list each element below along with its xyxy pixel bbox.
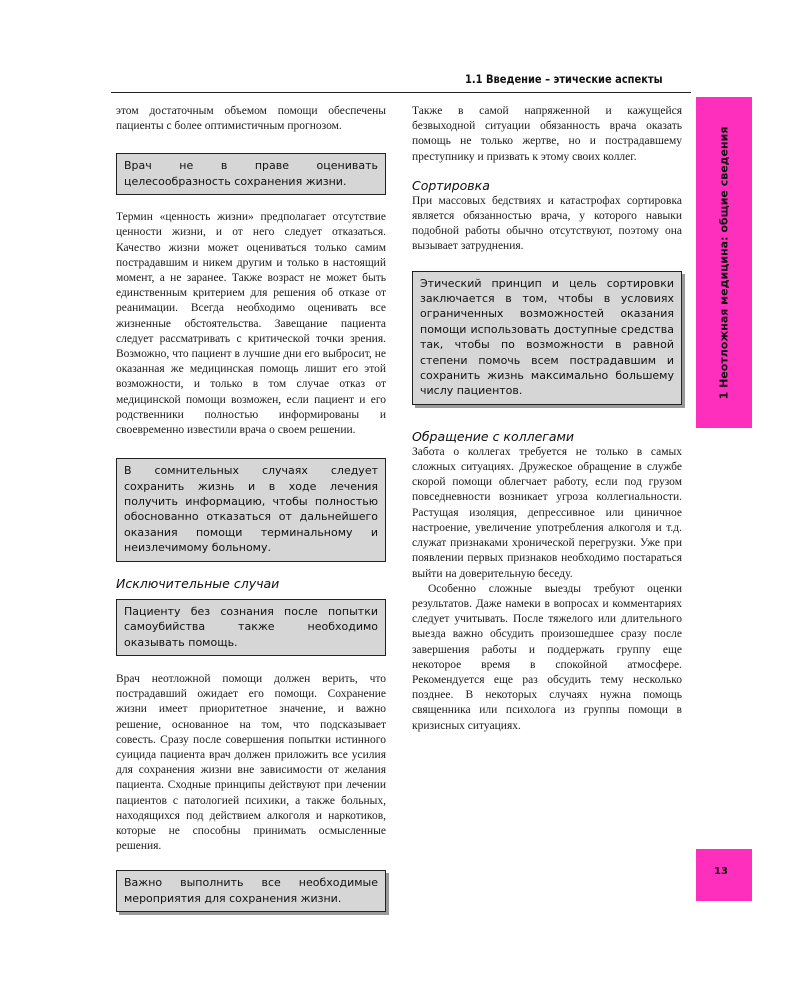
header-rule bbox=[111, 92, 691, 93]
paragraph: Забота о коллегах требуется не только в самых сложных ситуациях. Дружеское обращение в службе скорой помощи облегчает работу, если под грузом повседневности возникает угроза коллегиальности. Растущая изоляция, депрессивное или циничное настроение, увеличение употребления алкоголя и т.д. служат признаками хронической перегрузки. Уже при появлении первых признаков необходимо постараться выйти на доверительную беседу. bbox=[412, 445, 682, 580]
highlight-box: Врач не в праве оценивать целесообразность сохранения жизни. bbox=[116, 153, 386, 195]
highlight-box: В сомнительных случаях следует сохранить жизнь и в ходе лечения получить информацию, чтобы полностью обоснованно отказаться от дальнейшего оказания помощи терминальному и неизлечимому больному. bbox=[116, 458, 386, 561]
highlight-box: Этический принцип и цель сортировки заключается в том, чтобы в условиях ограниченных возможностей оказания помощи использовать доступные средства так, чтобы по возможности в равной степени помочь всем пострадавшим и сохранить жизнь максимально большему числу пациентов. bbox=[412, 271, 682, 405]
paragraph: Врач неотложной помощи должен верить, что пострадавший ожидает его помощи. Сохранение жизни имеет приоритетное значение, и важно решение, основанное на том, что подсказывает совесть. Сразу после совершения попытки истинного суицида пациента врач должен приложить все усилия для сохранения жизни вне зависимости от желания пациента. Сходные принципы действуют при лечении пациентов с патологией психики, а также больных, находящихся под действием алкоголя и наркотиков, которые не способны принимать осмысленные решения. bbox=[116, 672, 386, 853]
left-column bbox=[116, 104, 386, 912]
running-head: 1.1 Введение – этические аспекты bbox=[465, 72, 663, 86]
paragraph: этом достаточным объемом помощи обеспечены пациенты с более оптимистичным прогнозом. bbox=[116, 105, 386, 133]
page-number: 13 bbox=[714, 866, 728, 877]
page-number-tab bbox=[696, 849, 752, 901]
highlight-box: Пациенту без сознания после попытки самоубийства также необходимо оказывать помощь. bbox=[116, 599, 386, 656]
paragraph: При массовых бедствиях и катастрофах сортировка является обязанностью врача, у которого навыки подобной работы обычно отсутствуют, поэтому она вызывает затруднения. bbox=[412, 194, 682, 253]
section-heading: Исключительные случаи bbox=[116, 575, 280, 591]
right-column bbox=[412, 104, 682, 734]
section-heading: Сортировка bbox=[412, 177, 490, 193]
chapter-side-tab bbox=[696, 97, 752, 428]
paragraph: Особенно сложные выезды требуют оценки результатов. Даже намеки в вопросах и комментариях следует учитывать. После тяжелого или длительного выезда важно обсудить произошедшее сразу после завершения работы и поддержать группу еще некоторое время в спокойной атмосфере. Рекомендуется еще раз обсудить тему несколько позднее. В некоторых случаях нужна помощь священника или психолога из группы помощи в кризисных ситуациях. bbox=[412, 582, 682, 732]
highlight-box: Важно выполнить все необходимые мероприятия для сохранения жизни. bbox=[116, 870, 386, 912]
chapter-title: 1 Неотложная медицина: общие сведения bbox=[717, 126, 731, 399]
paragraph: Термин «ценность жизни» предполагает отсутствие ценности жизни, и от него следует отказаться. Качество жизни может оцениваться только самим пострадавшим и никем другим и только в настоящий момент, а не заранее. Также возраст не может быть единственным критерием для решения об отказе от реанимации. Всегда необходимо оценивать все жизненные обстоятельства. Завещание пациента следует рассматривать с критической точки зрения. Возможно, что пациент в лучшие дни его выбросит, не оказанная же медицинская помощь лишит его этой возможности, и только в том случае отказ от медицинской помощи возможен, если пациент и его родственники полностью информированы и своевременно известили врача о своем решении. bbox=[116, 211, 386, 437]
paragraph: Также в самой напряженной и кажущейся безвыходной ситуации обязанность врача оказать помощь не только жертве, но и пострадавшему преступнику и призвать к этому своих коллег. bbox=[412, 105, 682, 163]
section-heading: Обращение с коллегами bbox=[412, 428, 575, 444]
